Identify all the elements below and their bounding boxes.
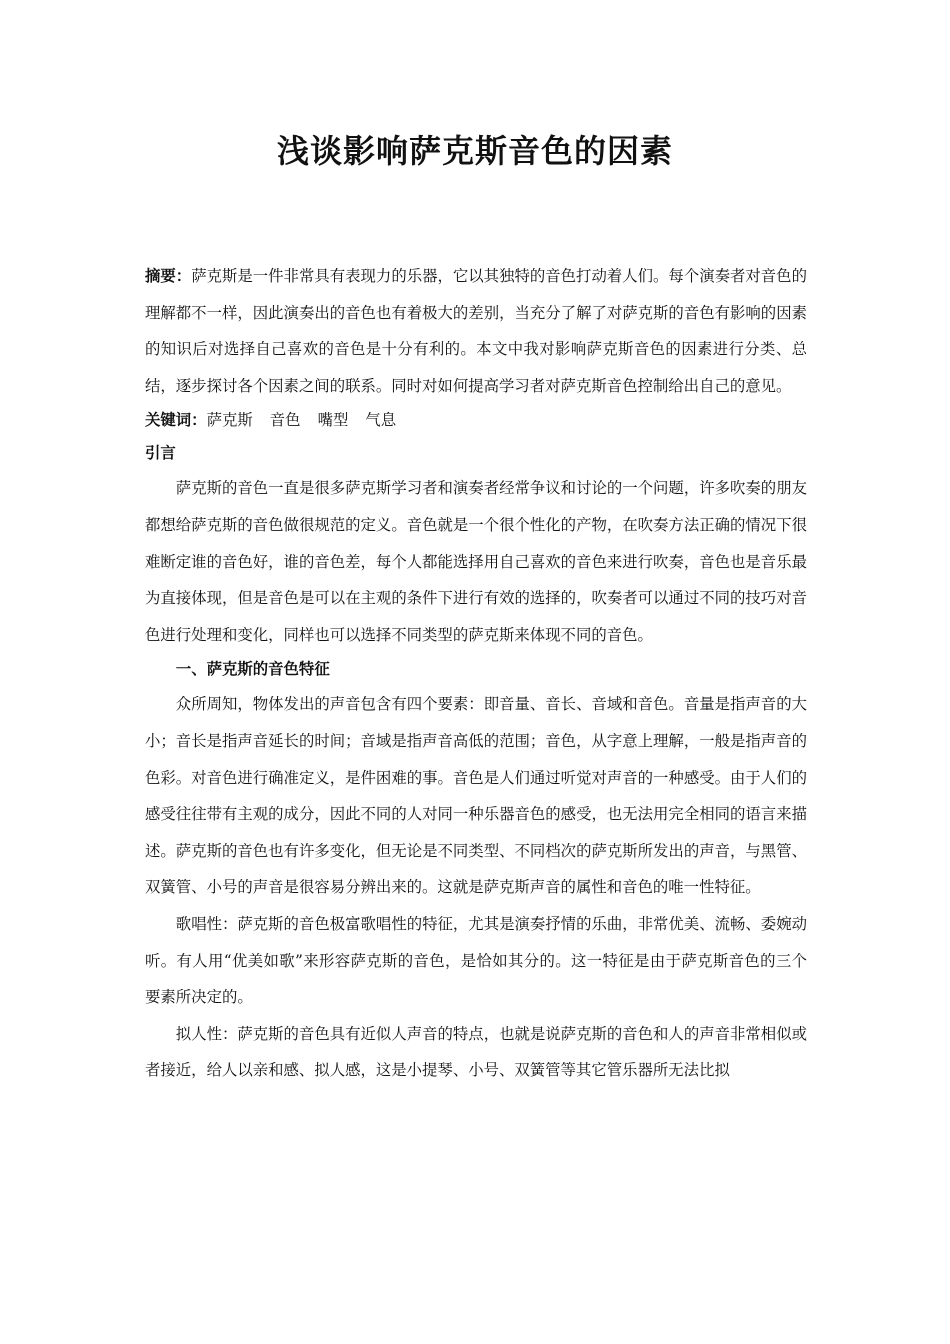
body-paragraph: 众所周知，物体发出的声音包含有四个要素：即音量、音长、音域和音色。音量是指声音的大小；音长是指声音延长的时间；音域是指声音高低的范围；音色，从字意上理解，一般是指声音的色彩。对音色进行确准定义，是件困难的事。音色是人们通过听觉对声音的一种感受。由于人们的感受往往带有主观的成分，因此不同的人对同一种乐器音色的感受，也无法用完全相同的语言来描述。萨克斯的音色也有许多变化，但无论是不同类型、不同档次的萨克斯所发出的声音，与黑管、双簧管、小号的声音是很容易分辨出来的。这就是萨克斯声音的属性和音色的唯一性特征。 (145, 695, 807, 897)
document-title: 浅谈影响萨克斯音色的因素 (276, 132, 673, 170)
abstract-label: 摘要： (145, 267, 192, 285)
section-heading: 一、萨克斯的音色特征 (175, 660, 330, 679)
intro-heading: 引言 (145, 444, 176, 463)
body-paragraph: 歌唱性：萨克斯的音色极富歌唱性的特征，尤其是演奏抒情的乐曲，非常优美、流畅、委婉动听。有人用“优美如歌”来形容萨克斯的音色，是恰如其分的。这一特征是由于萨克斯音色的三个要素所决定的。 (145, 914, 807, 1007)
keyword-item: 音色 (269, 411, 301, 430)
document-body (145, 258, 807, 1089)
abstract-paragraph (145, 258, 807, 404)
keywords-label: 关键词： (145, 411, 207, 430)
body-paragraph: 拟人性：萨克斯的音色具有近似人声音的特点，也就是说萨克斯的音色和人的声音非常相似或者接近，给人以亲和感、拟人感，这是小提琴、小号、双簧管等其它管乐器所无法比拟 (145, 1024, 807, 1080)
intro-paragraph: 萨克斯的音色一直是很多萨克斯学习者和演奏者经常争议和讨论的一个问题，许多吹奏的朋友都想给萨克斯的音色做很规范的定义。音色就是一个很个性化的产物，在吹奏方法正确的情况下很难断定谁的音色好，谁的音色差，每个人都能选择用自己喜欢的音色来进行吹奏，音色也是音乐最为直接体现，但是音色是可以在主观的条件下进行有效的选择的，吹奏者可以通过不同的技巧对音色进行处理和变化，同样也可以选择不同类型的萨克斯来体现不同的音色。 (145, 479, 807, 644)
abstract-text: 萨克斯是一件非常具有表现力的乐器，它以其独特的音色打动着人们。每个演奏者对音色的理解都不一样，因此演奏出的音色也有着极大的差别，当充分了解了对萨克斯的音色有影响的因素的知识后对选择自己喜欢的音色是十分有利的。本文中我对影响萨克斯音色的因素进行分类、总结，逐步探讨各个因素之间的联系。同时对如何提高学习者对萨克斯音色控制给出自己的意见。 (145, 267, 807, 395)
keyword-item: 萨克斯 (206, 411, 253, 430)
keyword-item: 嘴型 (317, 411, 349, 430)
keywords-line (145, 404, 807, 437)
keyword-item: 气息 (365, 411, 397, 430)
